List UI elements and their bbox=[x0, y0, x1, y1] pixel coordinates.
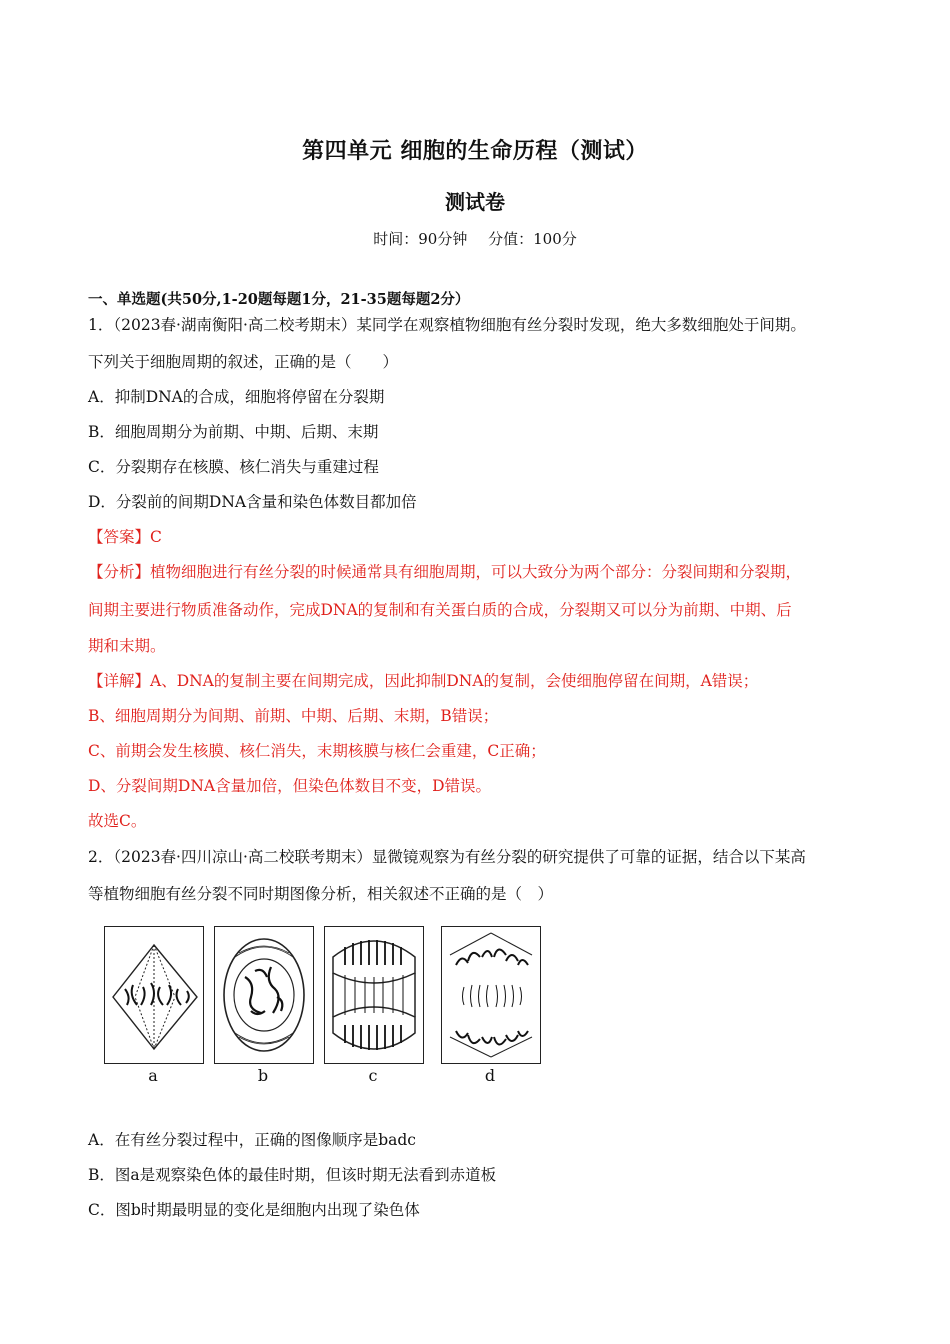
figure-label-b: b bbox=[257, 1066, 269, 1085]
q1-option-c: C．分裂期存在核膜、核仁消失与重建过程 bbox=[88, 458, 379, 476]
q2-option-a: A．在有丝分裂过程中，正确的图像顺序是badc bbox=[88, 1131, 416, 1149]
q2-stem-line2: 等植物细胞有丝分裂不同时期图像分析，相关叙述不正确的是（ ） bbox=[88, 885, 554, 903]
q1-stem-line2: 下列关于细胞周期的叙述，正确的是（ ） bbox=[88, 353, 399, 371]
q1-detail-line2: B、细胞周期分为间期、前期、中期、后期、末期，B错误； bbox=[88, 707, 499, 725]
figure-panel-a bbox=[104, 926, 204, 1064]
figure-panel-c bbox=[324, 926, 424, 1064]
q1-option-d: D．分裂前的间期DNA含量和染色体数目都加倍 bbox=[88, 493, 417, 511]
q1-answer: 【答案】C bbox=[88, 528, 162, 546]
q1-stem-line1: 1．（2023春·湖南衡阳·高二校考期末）某同学在观察植物细胞有丝分裂时发现，绝大多数细胞处于间期。 bbox=[88, 316, 806, 334]
q1-detail-line4: D、分裂间期DNA含量加倍，但染色体数目不变，D错误。 bbox=[88, 777, 492, 795]
q1-conclusion: 故选C。 bbox=[88, 812, 147, 830]
q1-option-a: A．抑制DNA的合成，细胞将停留在分裂期 bbox=[88, 388, 385, 406]
q2-option-c: C．图b时期最明显的变化是细胞内出现了染色体 bbox=[88, 1201, 420, 1219]
figure-panel-d bbox=[441, 926, 541, 1064]
section-heading: 一、单选题(共50分,1-20题每题1分，21-35题每题2分） bbox=[88, 291, 470, 308]
q1-analysis-line2: 间期主要进行物质准备动作，完成DNA的复制和有关蛋白质的合成，分裂期又可以分为前期、中期、后 bbox=[88, 601, 792, 619]
q2-stem-line1: 2．（2023春·四川凉山·高二校联考期末）显微镜观察为有丝分裂的研究提供了可靠的证据，结合以下某高 bbox=[88, 848, 806, 866]
figure-label-c: c bbox=[368, 1066, 378, 1085]
exam-meta bbox=[0, 228, 950, 249]
exam-score: 分值：100分 bbox=[488, 230, 577, 248]
q1-option-b: B．细胞周期分为前期、中期、后期、末期 bbox=[88, 423, 379, 441]
page-subtitle: 测试卷 bbox=[445, 190, 505, 214]
figure-label-d: d bbox=[484, 1066, 496, 1085]
q1-analysis-line1: 【分析】植物细胞进行有丝分裂的时候通常具有细胞周期，可以大致分为两个部分：分裂间期和分裂期， bbox=[88, 563, 802, 581]
figure-panel-b bbox=[214, 926, 314, 1064]
exam-time: 时间：90分钟 bbox=[373, 230, 468, 248]
figure-label-a: a bbox=[148, 1066, 158, 1085]
page-title: 第四单元 细胞的生命历程（测试） bbox=[302, 138, 648, 164]
q1-detail-line3: C、前期会发生核膜、核仁消失，末期核膜与核仁会重建，C正确； bbox=[88, 742, 546, 760]
mitosis-figure bbox=[100, 922, 550, 1092]
q1-detail-line1: 【详解】A、DNA的复制主要在间期完成，因此抑制DNA的复制，会使细胞停留在间期，A错误； bbox=[88, 672, 759, 690]
q2-option-b: B．图a是观察染色体的最佳时期，但该时期无法看到赤道板 bbox=[88, 1166, 497, 1184]
q1-analysis-line3: 期和末期。 bbox=[88, 637, 166, 655]
